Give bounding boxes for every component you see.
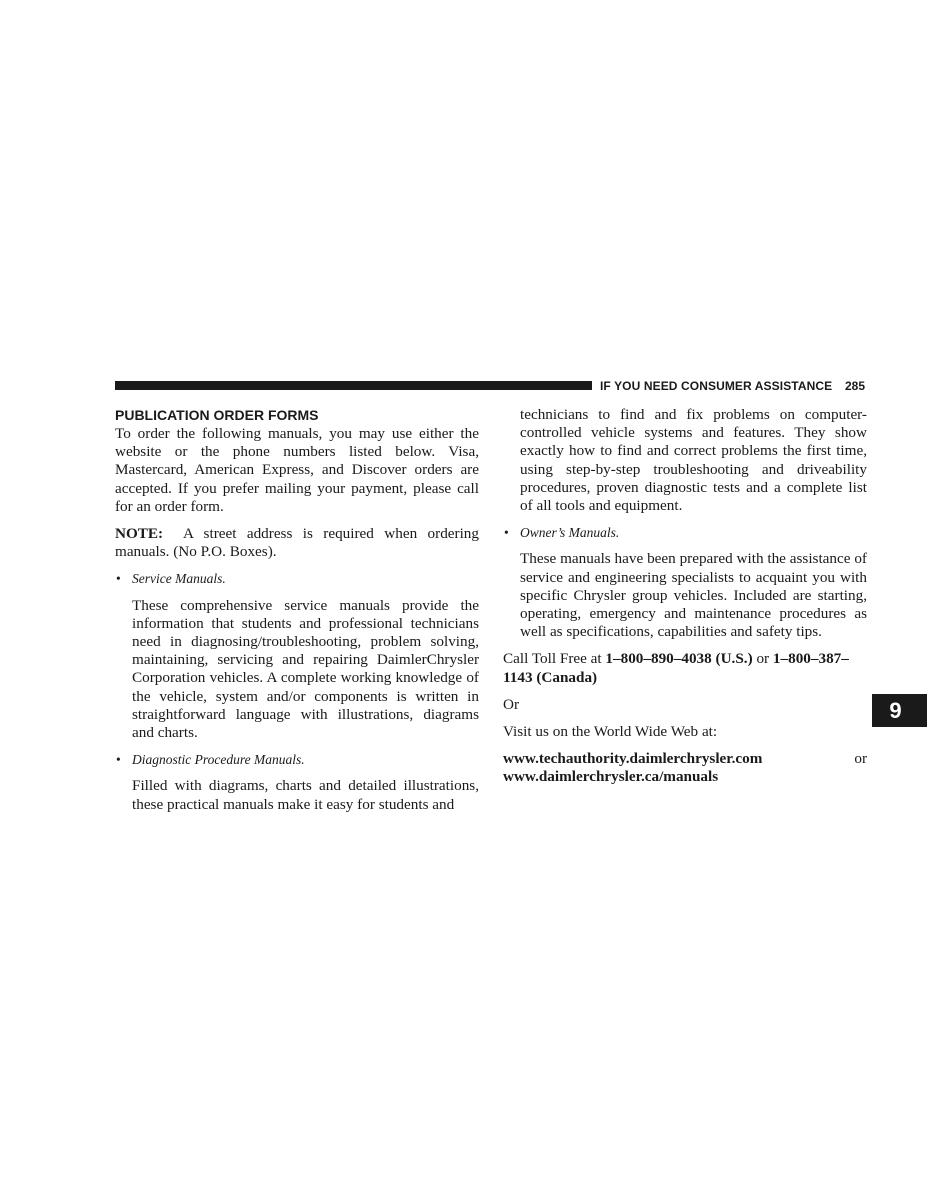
phone-us: 1–800–890–4038 (U.S.) xyxy=(605,650,753,668)
note-label: NOTE: xyxy=(115,525,164,543)
section-title: PUBLICATION ORDER FORMS xyxy=(115,407,319,423)
page-number: 285 xyxy=(845,379,866,393)
diagnostic-description-start: Filled with diagrams, charts and detailed illustrations, these practical manuals make it easy for students and xyxy=(132,777,479,813)
url-techauthority[interactable]: www.techauthority.daimlerchrysler.com xyxy=(503,750,763,768)
right-column xyxy=(503,406,867,787)
running-header-title: IF YOU NEED CONSUMER ASSISTANCE xyxy=(600,379,833,393)
visit-text: Visit us on the World Wide Web at: xyxy=(503,723,718,741)
url-or: or xyxy=(854,750,867,768)
bullet-owners-manuals: • Owner’s Manuals. xyxy=(503,524,867,542)
chapter-tab xyxy=(872,694,927,727)
service-manuals-description: These comprehensive service manuals provide the information that students and professional technicians need in diagnosing/troubleshooting, problem solving, maintaining, servicing and repairing DaimlerChrysler Corporation vehicles. A complete working knowledge of the vehicle, system and/or components is written in straightforward language with illustrations, diagrams and charts. xyxy=(132,596,479,742)
call-toll-free xyxy=(503,650,867,686)
left-column xyxy=(115,406,479,823)
note-text: A street address is required when ordering manuals. (No P.O. Boxes). xyxy=(115,525,479,561)
header-rule xyxy=(115,381,592,390)
phone-canada: 1–800–387–1143 (Canada) xyxy=(503,650,849,686)
or-line: Or xyxy=(503,695,520,713)
call-prefix: Call Toll Free at xyxy=(503,650,602,668)
url-daimlerchrysler-ca[interactable]: www.daimlerchrysler.ca/manuals xyxy=(503,768,719,786)
note-paragraph xyxy=(115,525,479,561)
bullet-service-manuals: • Service Manuals. xyxy=(115,570,479,588)
intro-paragraph: To order the following manuals, you may use either the website or the phone numbers listed below. Visa, Mastercard, American Express, and Discover orders are accepted. If you prefer mailing your payment, please call for an order form. xyxy=(115,425,479,515)
call-or: or xyxy=(756,650,770,668)
diagnostic-description-end: technicians to find and fix problems on computer-controlled vehicle systems and features. They show exactly how to find and correct problems the first time, using step-by-step troubleshooting and driveability procedures, proven diagnostic tests and a complete list of all tools and equipment. xyxy=(520,406,867,515)
bullet-diagnostic-manuals: • Diagnostic Procedure Manuals. xyxy=(115,751,479,769)
chapter-number: 9 xyxy=(889,697,902,723)
owners-manuals-description: These manuals have been prepared with the assistance of service and engineering specialists to acquaint you with specific Chrysler group vehicles. Included are starting, operating, emergency and maintenance procedures as well as specifications, capabilities and safety tips. xyxy=(520,550,867,641)
web-line xyxy=(503,750,867,768)
